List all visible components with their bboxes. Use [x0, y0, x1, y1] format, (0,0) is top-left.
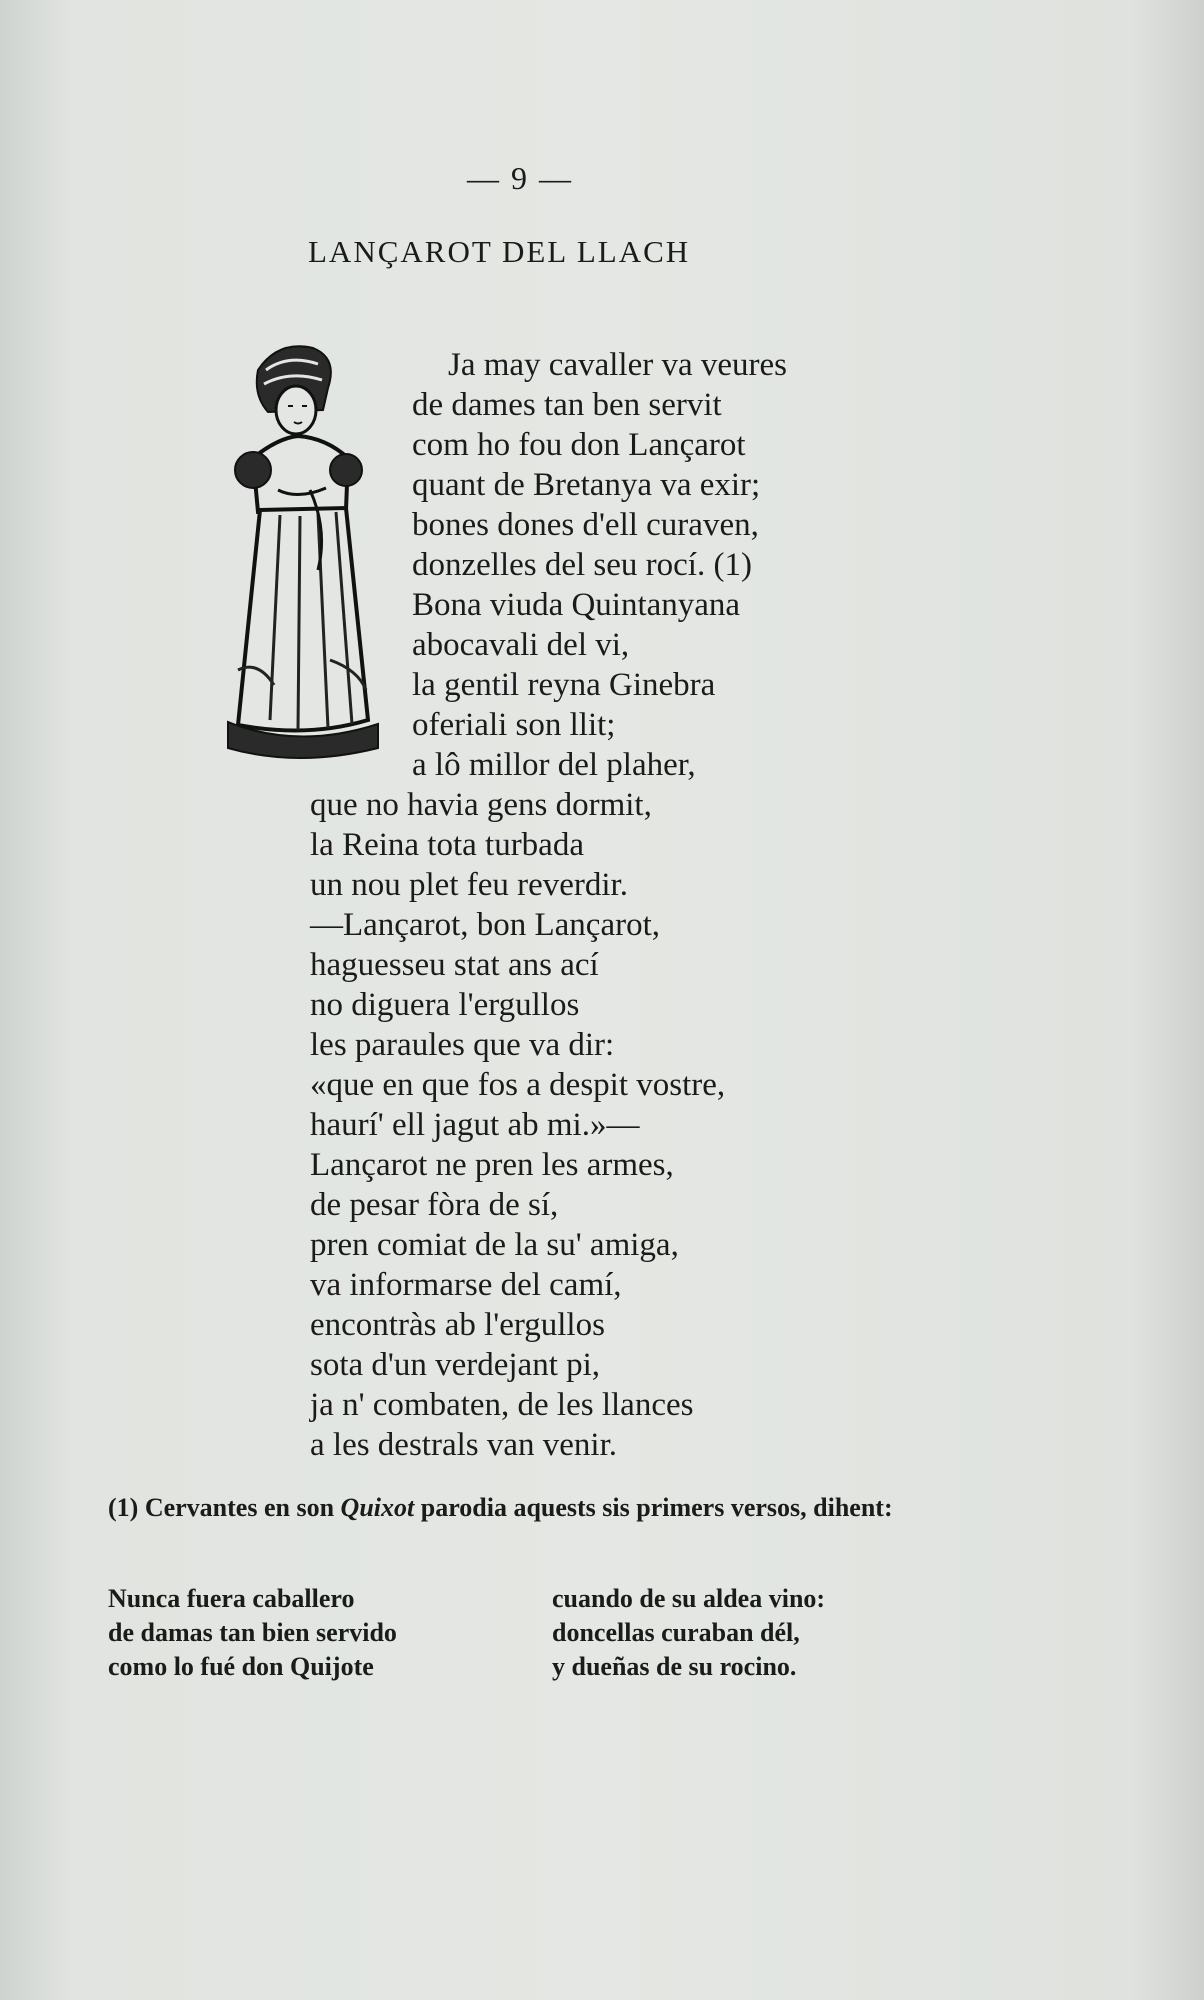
poem-line: pren comiat de la su' amiga,: [310, 1227, 679, 1263]
poem-line: encontràs ab l'ergullos: [310, 1307, 605, 1343]
quote-line: cuando de su aldea vino:: [552, 1584, 826, 1613]
poem-title: LANÇAROT DEL LLACH: [308, 234, 691, 269]
poem-line: la Reina tota turbada: [310, 827, 584, 863]
poem-line: sota d'un verdejant pi,: [310, 1347, 601, 1383]
poem-line: «que en que fos a despit vostre,: [310, 1067, 726, 1103]
quote-line: doncellas curaban dél,: [552, 1618, 800, 1647]
poem-line: un nou plet feu reverdir.: [310, 867, 628, 903]
woodcut-figure-illustration: [218, 340, 388, 770]
quote-line: como lo fué don Quijote: [108, 1652, 374, 1681]
poem-line: quant de Bretanya va exir;: [412, 467, 761, 503]
poem-line: bones dones d'ell curaven,: [412, 507, 759, 543]
quote-line: Nunca fuera caballero: [108, 1584, 355, 1613]
poem-line: a les destrals van venir.: [310, 1427, 617, 1463]
poem-line: Lançarot ne pren les armes,: [310, 1147, 674, 1183]
poem-line: ja n' combaten, de les llances: [310, 1387, 694, 1423]
quote-line: de damas tan bien servido: [108, 1618, 397, 1647]
footnote-text-before: Cervantes en son: [144, 1493, 335, 1522]
footnote-marker: (1): [108, 1493, 139, 1522]
poem-line: les paraules que va dir:: [310, 1027, 615, 1063]
poem-line: abocavali del vi,: [412, 627, 630, 663]
poem-line: haguesseu stat ans ací: [310, 947, 599, 983]
poem-line: de pesar fòra de sí,: [310, 1187, 559, 1223]
poem-line: a lô millor del plaher,: [412, 747, 696, 783]
poem-line: de dames tan ben servit: [412, 387, 722, 423]
poem-line: la gentil reyna Ginebra: [412, 667, 716, 703]
footnote: [108, 1490, 948, 1526]
page-number: — 9 —: [467, 160, 573, 196]
poem-line: oferiali son llit;: [412, 707, 616, 743]
footnote-text-after: parodia aquests sis primers versos, dihent:: [420, 1493, 893, 1522]
poem-line: —Lançarot, bon Lançarot,: [310, 907, 661, 943]
poem-line: no diguera l'ergullos: [310, 987, 580, 1023]
poem-line: que no havia gens dormit,: [310, 787, 652, 823]
quote-left-column: [108, 1582, 397, 1684]
poem-line: haurí' ell jagut ab mi.»—: [310, 1107, 640, 1143]
poem-line: com ho fou don Lançarot: [412, 427, 746, 463]
poem-line: va informarse del camí,: [310, 1267, 622, 1303]
poem-line: donzelles del seu rocí. (1): [412, 547, 752, 583]
poem-line: Bona viuda Quintanyana: [412, 587, 741, 623]
footnote-work-title: Quixot: [340, 1493, 415, 1522]
quote-line: y dueñas de su rocino.: [552, 1652, 797, 1681]
quote-right-column: [552, 1582, 825, 1684]
poem-line: Ja may cavaller va veures: [448, 347, 787, 383]
